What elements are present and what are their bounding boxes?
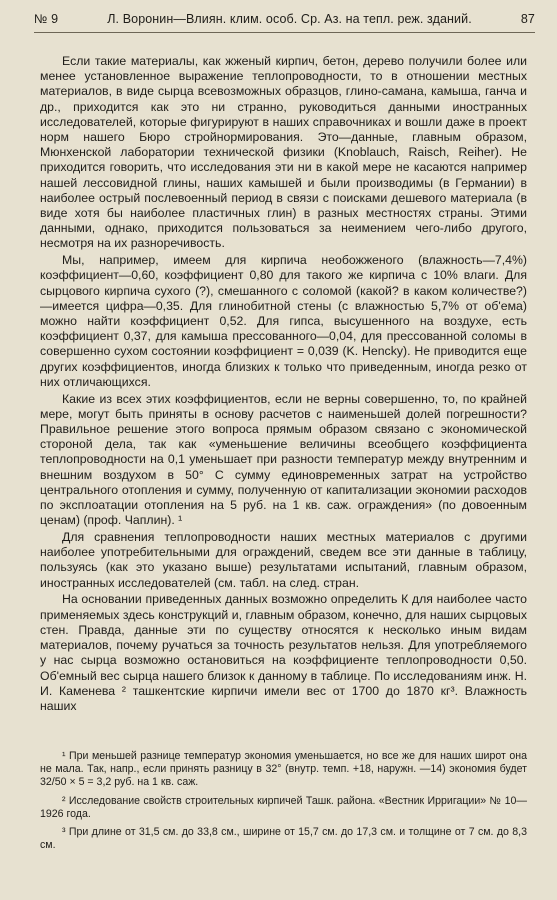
paragraph-economics: Какие из всех этих коэффициентов, если не верны совершенно, то, по крайней мере, могут быть приняты в основу расчетов с наименьшей долей погрешности? Правильное решение этого вопроса прямым образом связано с экономической стороной дела, так как «уменьшение величины всеобщего коэффициента теплопроводности на 0,1 уменьшает при разности температур между внутренним и внешним воздухом в 50° С сумму единовременных затрат на устройство центрального отопления и сумму, полученную от капитализации экономии расходов по эксплоатации отопления на 5 руб. на 1 кв. саж. ограждения» (по довоенным ценам) (проф. Чаплин). ¹ bbox=[40, 391, 527, 528]
footnote-2: ² Исследование свойств строительных кирпичей Ташк. района. «Вестник Ирригации» № 10—1926 года. bbox=[40, 794, 527, 820]
footnotes bbox=[40, 750, 527, 857]
page-number: 87 bbox=[520, 12, 535, 26]
running-header bbox=[34, 12, 535, 33]
issue-number: № 9 bbox=[34, 12, 59, 26]
main-text bbox=[40, 54, 527, 716]
paragraph-materials: Если такие материалы, как жженый кирпич, бетон, дерево получили более или менее установленное выражение теплопроводности, то в отношении местных материалов, в виде сырца всевозможных образцов, глино-самана, камыша, ганча и др., приходится как это ни странно, руководиться данными иностранных исследователей, которые фигурируют в наших справочниках и вошли даже в проект норм нашего Бюро стройнормирования. Это—данные, главным образом, Мюнхенской лаборатории технической физики (Knoblauch, Raisch, Reiher). Не приходится говорить, что исследования эти ни в какой мере не касаются например нашей лессовидной глины, наших камышей и были производимы (в Германии) в наиболее острый послевоенный период в связи с поисками дешевого материала (в виде хотя бы наиболее пластичных глин) в разных местностях страны. Этими данными, однако, приходится пользоваться за неимением чего-либо другого, несмотря на их разноречивость. bbox=[40, 54, 527, 251]
running-title: Л. Воронин—Влиян. клим. особ. Ср. Аз. на тепл. реж. зданий. bbox=[107, 12, 472, 26]
paragraph-conclusion: На основании приведенных данных возможно определить К для наиболее часто применяемых здесь конструкций и, главным образом, конечно, для наших сырцовых стен. Правда, данные эти по существу относятся к несколько иным видам материалов, почему ручаться за точность результатов нельзя. Для употребляемого у нас сырца возможно остановиться на коэффициенте теплопроводности 0,50. Об'емный вес сырца нашего близок к данному в таблице. По исследованиям инж. Н. И. Каменева ² ташкентские кирпичи имели вес от 1700 до 1870 кг³. Влажность наших bbox=[40, 592, 527, 713]
paragraph-comparison: Для сравнения теплопроводности наших местных материалов с другими наиболее употребительными для ограждений, сведем все эти данные в таблицу, пользуясь (как это указано выше) результатами испытаний, главным образом, иностранных исследователей (см. табл. на след. стран. bbox=[40, 530, 527, 590]
footnote-3: ³ При длине от 31,5 см. до 33,8 см., ширине от 15,7 см. до 17,3 см. и толщине от 7 см. до 8,3 см. bbox=[40, 826, 527, 852]
paragraph-coefficients: Мы, например, имеем для кирпича необожженого (влажность—7,4%) коэффициент—0,60, коэффициент 0,80 для такого же кирпича с 10% влаги. Для сырцового кирпича сухого (?), смешанного с соломой (какой? в каком количестве?)—имеется цифра—0,35. Для глинобитной стены (с влажностью 5,7% от об'ема) можно найти коэффициент 0,52. Для гипса, высушенного на воздухе, есть коэффициент 0,37, для камыша прессованного—0,04, для прессованной соломы в совершенно сухом состоянии коэффициент = 0,039 (K. Hencky). Не приводится еще других коэффициентов, иногда близких к только что приведенным, иногда резко от них отличающихся. bbox=[40, 253, 527, 389]
footnote-1: ¹ При меньшей разнице температур экономия уменьшается, но все же для наших широт она не мала. Так, напр., если принять разницу в 32° (внутр. темп. +18, наружн. —14) экономия будет 32/50 × 5 = 3,2 руб. на 1 кв. саж. bbox=[40, 750, 527, 789]
